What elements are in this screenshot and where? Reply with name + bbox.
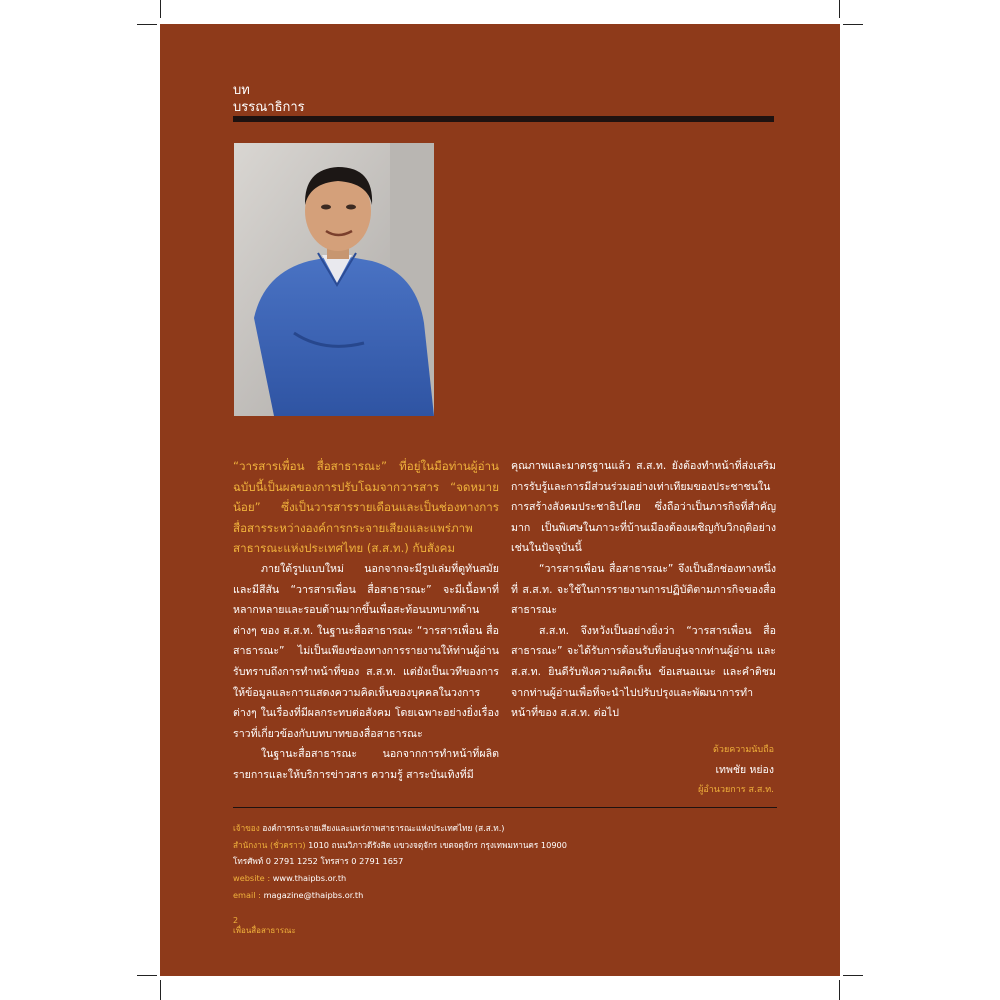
section-heading-line1: บท [233,83,250,98]
email-link[interactable]: magazine@thaipbs.or.th [263,889,364,900]
magazine-name: เพื่อนสื่อสาธารณะ [233,926,296,935]
website-link[interactable]: www.thaipbs.or.th [272,873,347,884]
crop-mark [839,980,840,1000]
owner-label: เจ้าของ [233,823,260,833]
page-number: 2 [233,916,239,925]
email-label: email : [233,889,261,900]
phone-line: โทรศัพท์ 0 2791 1252 โทรสาร 0 2791 1657 [233,856,404,867]
body-paragraph: ภายใต้รูปแบบใหม่ นอกจากจะมีรูปเล่มที่ดูทันสมัยและมีสีสัน “วารสารเพื่อน สื่อสาธารณะ” จะมีเนื้อหาที่หลากหลายและรอบด้านมากขึ้นเพื่อสะท้อนบทบาทด้านต่างๆ ของ ส.ส.ท. ในฐานะสื่อสาธารณะ “วารสารเพื่อน สื่อสาธารณะ” ไม่เป็นเพียงช่องทางการรายงานให้ท่านผู้อ่านรับทราบถึงการทำหน้าที่ของ ส.ส.ท. แต่ยังเป็นเวทีของการให้ข้อมูลและการแสดงความคิดเห็นของบุคคลในวงการต่างๆ ในเรื่องที่มีผลกระทบต่อสังคม โดยเฉพาะอย่างยิ่งเรื่องราวที่เกี่ยวข้องกับบทบาทของสื่อสาธารณะ [233,562,499,740]
portrait-photo [234,143,434,416]
footer-rule [233,807,777,808]
website-line [233,870,753,887]
crop-mark [137,975,157,976]
email-line [233,887,753,904]
page-folio [233,916,296,936]
website-label: website : [233,873,271,884]
editorial-page [160,24,840,976]
signature-name: เทพชัย หย่อง [715,764,774,776]
owner-line [233,820,753,837]
lead-paragraph: “วารสารเพื่อน สื่อสาธารณะ” ที่อยู่ในมือท่านผู้อ่านฉบับนี้เป็นผลของการปรับโฉมจากวารสาร “จดหมายน้อย” ซึ่งเป็นวารสารรายเดือนและเป็นช่องทางการสื่อสารระหว่างองค์การกระจายเสียงและแพร่ภาพสาธารณะแห่งประเทศไทย (ส.ส.ท.) กับสังคม [233,459,499,556]
signature-block [698,740,774,800]
section-heading [233,82,305,116]
crop-mark [160,980,161,1000]
signature-title: ผู้อำนวยการ ส.ส.ท. [698,785,774,795]
owner-value: องค์การกระจายเสียงและแพร่ภาพสาธารณะแห่งประเทศไทย (ส.ส.ท.) [262,823,505,833]
body-paragraph: คุณภาพและมาตรฐานแล้ว ส.ส.ท. ยังต้องทำหน้าที่ส่งเสริมการรับรู้และการมีส่วนร่วมอย่างเท่าเทียมของประชาชนในการสร้างสังคมประชาธิปไตย ซึ่งถือว่าเป็นภารกิจที่สำคัญมาก เป็นพิเศษในภาวะที่บ้านเมืองต้องเผชิญกับวิกฤติอย่างเช่นในปัจจุบันนี้ [511,460,776,555]
crop-mark [137,24,157,25]
article-column-right [511,456,776,724]
office-label: สำนักงาน (ชั่วคราว) [233,839,306,850]
office-line [233,837,753,854]
crop-mark [843,975,863,976]
body-paragraph: ส.ส.ท. จึงหวังเป็นอย่างยิ่งว่า “วารสารเพื่อน สื่อสาธารณะ” จะได้รับการต้อนรับที่อบอุ่นจากท่านผู้อ่าน และ ส.ส.ท. ยินดีรับฟังความคิดเห็น ข้อเสนอแนะ และคำติชมจากท่านผู้อ่านเพื่อที่จะนำไปปรับปรุงและพัฒนาการทำหน้าที่ของ ส.ส.ท. ต่อไป [511,624,776,720]
header-rule [233,116,774,122]
section-heading-line2: บรรณาธิการ [233,100,305,115]
crop-mark [843,24,863,25]
office-value: 1010 ถนนวิภาวดีรังสิต แขวงจตุจักร เขตจตุจักร กรุงเทพมหานคร 10900 [308,839,567,850]
publication-info [233,820,753,904]
crop-mark [160,0,161,18]
body-paragraph: “วารสารเพื่อน สื่อสาธารณะ” จึงเป็นอีกช่องทางหนึ่งที่ ส.ส.ท. จะใช้ในการรายงานการปฏิบัติตามภารกิจของสื่อสาธารณะ [511,562,776,617]
signature-closing: ด้วยความนับถือ [713,745,774,755]
article-column-left [233,456,499,786]
crop-mark [839,0,840,18]
body-paragraph: ในฐานะสื่อสาธารณะ นอกจากการทำหน้าที่ผลิตรายการและให้บริการข่าวสาร ความรู้ สาระบันเทิงที่มี [233,748,499,781]
